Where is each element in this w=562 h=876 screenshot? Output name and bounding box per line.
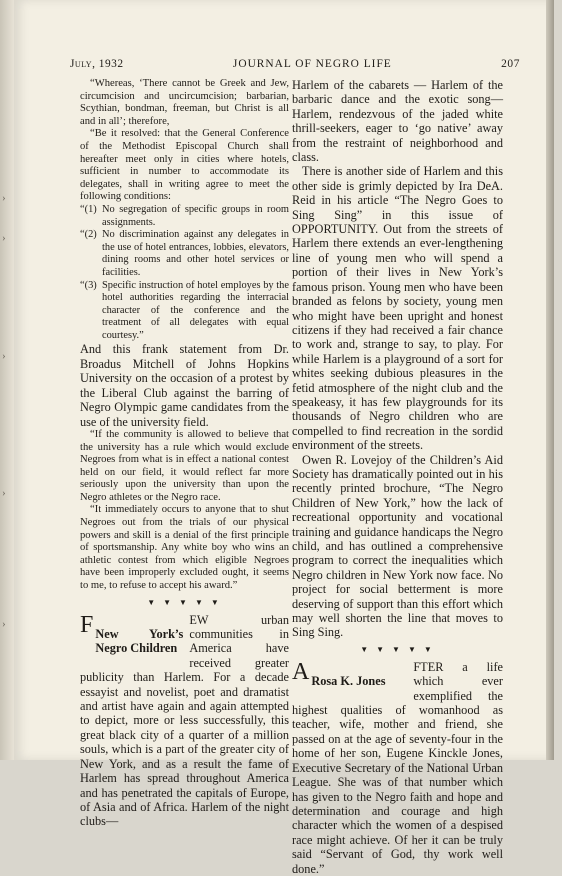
quote-paragraph: “It immediately occurs to anyone that to shut Negroes out from the trials of our physical powers and skill is a denial of the first principle of sportsmanship. Any white boy who wins an athletic contest from which eligible Negroes have been improperly excluded ought, it seems to me, to refuse to accept his award.” (80, 504, 289, 592)
editorial-rosa-jones (292, 660, 503, 876)
quote-paragraph: “If the community is allowed to believe that the university has a rule which would exclude Negroes from what is in effect a national contest held on our field, it would reflect far more seriously upon the university than upon the Negro athletes or the Negro race. (80, 428, 289, 503)
margin-mark: › (2, 350, 6, 362)
left-column (80, 78, 289, 829)
resolution-item (80, 204, 289, 229)
quote-paragraph: “Be it resolved: that the General Conference of the Methodist Episcopal Church shall hereafter meet only in cities where hotels, sufficient in number to accommodate its delegates, shall in writing agree to meet the following conditions: (80, 128, 289, 203)
section-ornament: ▼ ▼ ▼ ▼ ▼ (360, 644, 435, 654)
side-heading: New York’s Negro Children (95, 626, 184, 656)
body-paragraph: And this frank statement from Dr. Broadus Mitchell of Johns Hopkins University on the occasion of a protest by the Liberal Club against the barring of Negro Olympic game candidates from the use of the university field. (80, 342, 289, 429)
margin-mark: › (2, 232, 6, 244)
item-text: No discrimination against any delegates in the use of hotel entrances, lobbies, elevators, dining rooms and other hotel services or facilities. (102, 229, 289, 278)
body-paragraph: There is another side of Harlem and this other side is grimly depicted by Ira DeA. Reid in his article “The Negro Goes to Sing Sing” in this issue of OPPORTUNITY. Out from the streets of Harlem there extends an ever-lengthening line of young men who will spend a portion of their lives in New York’s famous prison. Young men who have been branded as felons by society, young men who might have been upright and honest citizens if they had received a fair chance to work and, strange to say, to play. For while Harlem is a playground of a sort for whites seeking dubious pleasures in the fetid atmosphere of the night club and the speakeasy, it has few playgrounds for its thousands of Negro children who are compelled to find recreation in the sordid environment of the streets. (292, 164, 503, 453)
drop-cap: F (80, 611, 94, 638)
item-number: “(2) (80, 229, 97, 241)
margin-mark: › (2, 618, 6, 630)
editorial-harlem (80, 613, 289, 829)
section-ornament: ▼ ▼ ▼ ▼ ▼ (147, 597, 222, 607)
side-heading: Rosa K. Jones (311, 673, 386, 688)
journal-title: JOURNAL OF NEGRO LIFE (232, 58, 392, 70)
running-header (70, 58, 520, 70)
resolution-item (80, 280, 289, 343)
item-number: “(1) (80, 203, 97, 215)
editorial-text: EW urban communities in America have received greater publicity than Harlem. For a decade essayist and novelist, poet and dramatist and artist have again and again attempted to depict, more or less successfully, this great black city of a quarter of a million souls, which is a part of the greater city of New York, and as a result the fame of Harlem has spread throughout America and has penetrated the capitals of Europe, of Asia and of Africa. Harlem of the night clubs— (80, 612, 289, 829)
binding-spine (0, 0, 14, 760)
right-column (292, 78, 503, 876)
page-number: 207 (501, 58, 520, 70)
issue-date: July, 1932 (70, 58, 124, 70)
item-text: Specific instruction of hotel employes by the hotel authorities regarding the interracial character of the conference and the treatment of all delegates with equal courtesy.” (102, 279, 289, 341)
margin-mark: › (2, 487, 6, 499)
resolution-item (80, 229, 289, 279)
item-number: “(3) (80, 279, 97, 291)
item-text: No segregation of specific groups in room assignments. (102, 203, 289, 228)
margin-mark: › (2, 192, 6, 204)
drop-cap: A (292, 658, 310, 685)
body-paragraph: Owen R. Lovejoy of the Children’s Aid Society has dramatically pointed out in his recently printed brochure, “The Negro Children of New York,” how the lack of recreational opportunity and vocational training and guidance handicaps the Negro child, and has outlined a comprehensive program to correct the inequalities which Negro children in New York now face. No project for social betterment is more deserving of support than this effort which may well shorten the line that moves to Sing Sing. (292, 452, 503, 640)
editorial-text: FTER a life which ever exemplified the highest qualities of womanhood as teacher, wife, mother and friend, she passed on at the age of seventy-four in the home of her son, Eugene Kinckle Jones, Executive Secretary of the National Urban League. She was of that number which has given to the Negro faith and hope and determination and courage and high character which the women of a despised race might achieve. Of her it can be truly said “Servant of God, thy work well done.” (292, 659, 503, 876)
page-edge (546, 0, 554, 760)
quote-paragraph: “Whereas, ‘There cannot be Greek and Jew, circumcision and uncircumcision; barbarian, Scythian, bondman, freeman, but Christ is all and in all’; therefore, (80, 78, 289, 127)
body-paragraph: Harlem of the cabarets — Harlem of the barbaric dance and the exotic song—Harlem, rendezvous of the jaded white thrill-seekers, eager to ‘go native’ away from the restraint of neighborhood and class. (292, 78, 503, 165)
